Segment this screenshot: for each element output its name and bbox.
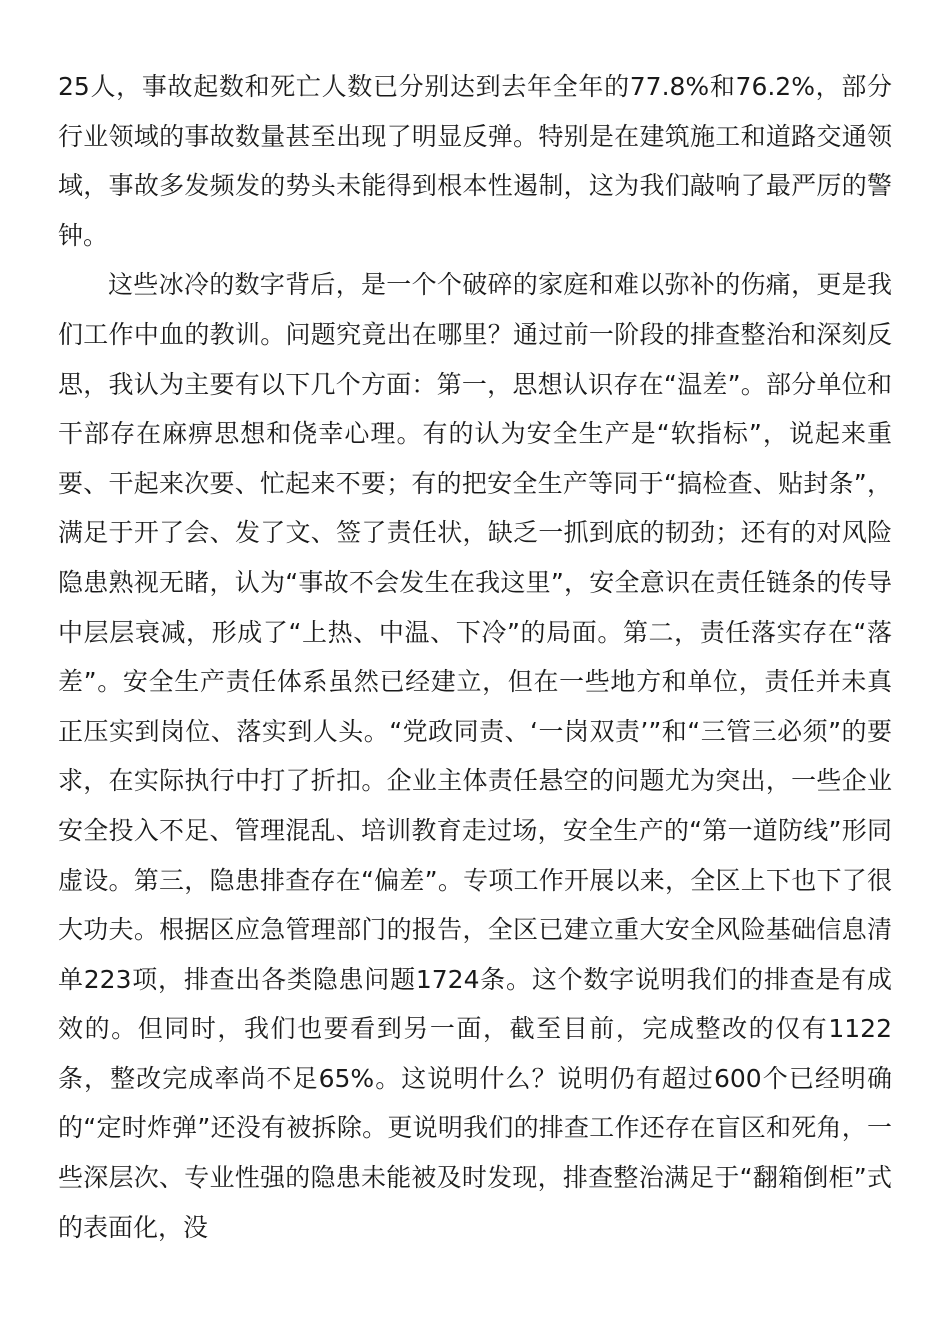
body-paragraph-1: 25人，事故起数和死亡人数已分别达到去年全年的77.8%和76.2%，部分行业领域的事故数量甚至出现了明显反弹。特别是在建筑施工和道路交通领域，事故多发频发的势头未能得到根本性遏制，这为我们敲响了最严厉的警钟。 [58,72,892,250]
document-page [58,62,892,1252]
body-paragraph-2: 这些冰冷的数字背后，是一个个破碎的家庭和难以弥补的伤痛，更是我们工作中血的教训。问题究竟出在哪里？通过前一阶段的排查整治和深刻反思，我认为主要有以下几个方面：第一，思想认识存在“温差”。部分单位和干部存在麻痹思想和侥幸心理。有的认为安全生产是“软指标”，说起来重要、干起来次要、忙起来不要；有的把安全生产等同于“搞检查、贴封条”，满足于开了会、发了文、签了责任状，缺乏一抓到底的韧劲；还有的对风险隐患熟视无睹，认为“事故不会发生在我这里”，安全意识在责任链条的传导中层层衰减，形成了“上热、中温、下冷”的局面。第二，责任落实存在“落差”。安全生产责任体系虽然已经建立，但在一些地方和单位，责任并未真正压实到岗位、落实到人头。“党政同责、‘一岗双责’”和“三管三必须”的要求，在实际执行中打了折扣。企业主体责任悬空的问题尤为突出，一些企业安全投入不足、管理混乱、培训教育走过场，安全生产的“第一道防线”形同虚设。第三，隐患排查存在“偏差”。专项工作开展以来，全区上下也下了很大功夫。根据区应急管理部门的报告，全区已建立重大安全风险基础信息清单223项，排查出各类隐患问题1724条。这个数字说明我们的排查是有成效的。但同时，我们也要看到另一面，截至目前，完成整改的仅有1122条，整改完成率尚不足65%。这说明什么？说明仍有超过600个已经明确的“定时炸弹”还没有被拆除。更说明我们的排查工作还存在盲区和死角，一些深层次、专业性强的隐患未能被及时发现，排查整治满足于“翻箱倒柜”式的表面化，没 [58,270,892,1242]
